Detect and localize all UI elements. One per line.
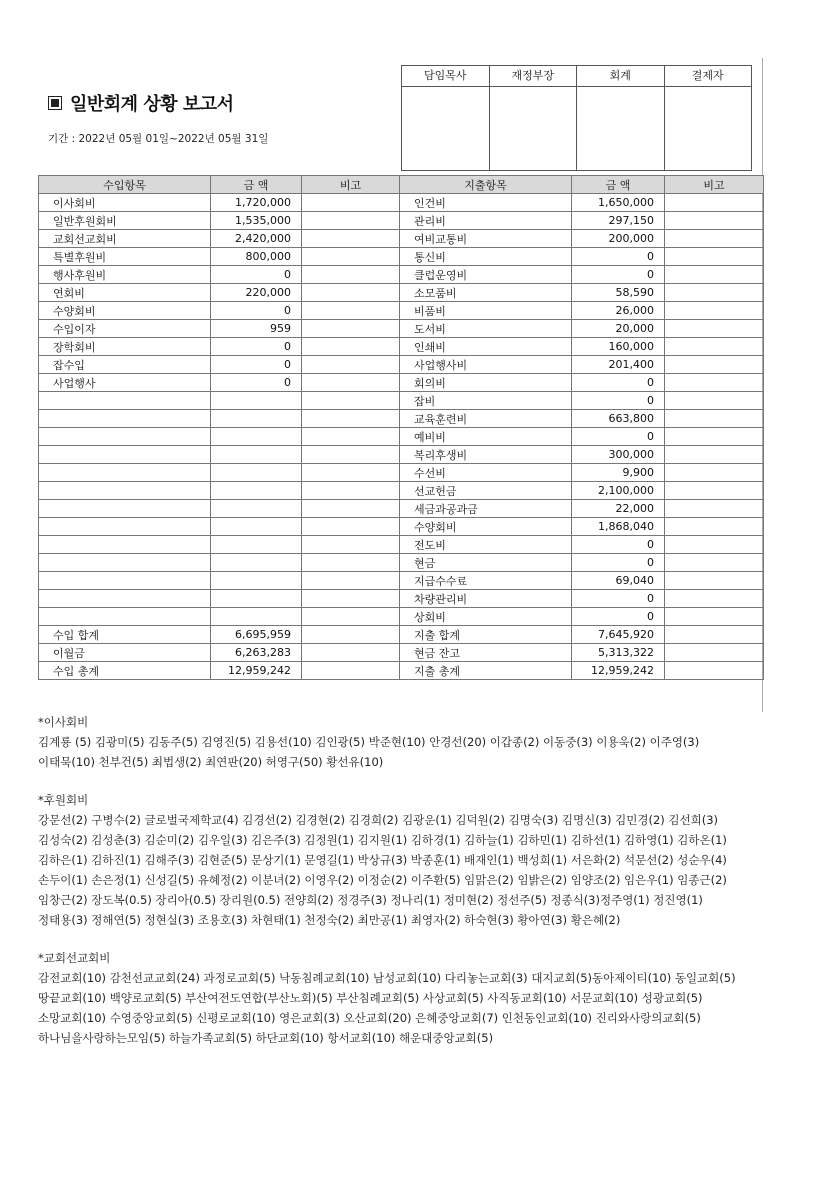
expense-amount-cell: 201,400 [572, 356, 665, 374]
income-item-cell [39, 464, 211, 482]
table-row [39, 590, 764, 608]
expense-item-cell: 비품비 [400, 302, 572, 320]
note-line: 소망교회(10) 수영중앙교회(5) 신평로교회(10) 영은교회(3) 오산교회(20) 은혜중앙교회(7) 인천동인교회(10) 진리와사랑의교회(5) [38, 1011, 701, 1025]
income-note-cell [302, 590, 400, 608]
income-item-cell: 특별후원비 [39, 248, 211, 266]
income-note-cell [302, 302, 400, 320]
expense-note-cell [665, 446, 764, 464]
expense-note-cell [665, 302, 764, 320]
expense-note-cell [665, 194, 764, 212]
expense-item-cell: 인쇄비 [400, 338, 572, 356]
expense-item-cell: 예비비 [400, 428, 572, 446]
income-amount-cell: 1,535,000 [211, 212, 302, 230]
signature-cell[interactable] [665, 87, 752, 171]
expense-note-cell [665, 500, 764, 518]
expense-note-cell [665, 572, 764, 590]
income-item-cell [39, 500, 211, 518]
note-line: 김계룡 (5) 김광미(5) 김동주(5) 김영진(5) 김용선(10) 김인광(5) 박준현(10) 안경선(20) 이갑종(2) 이동중(3) 이용욱(2) 이주영(3) [38, 735, 700, 749]
note-line: 감전교회(10) 감천선교교회(24) 과정로교회(5) 낙동침례교회(10) 남성교회(10) 다리놓는교회(3) 대지교회(5)동아제이티(10) 동일교회(5) [38, 971, 736, 985]
expense-note-cell [665, 374, 764, 392]
table-row [39, 662, 764, 680]
square-bullet-icon [48, 96, 62, 110]
expense-amount-cell: 663,800 [572, 410, 665, 428]
income-item-cell [39, 536, 211, 554]
expense-item-cell: 현금 [400, 554, 572, 572]
approval-label: 담임목사 [402, 66, 490, 86]
note-line: 김성숙(2) 김성춘(3) 김순미(2) 김우일(3) 김은주(3) 김정원(1) 김지원(1) 김하경(1) 김하늘(1) 김하민(1) 김하선(1) 김하영(1) 김하온(1) [38, 833, 727, 847]
expense-note-cell [665, 338, 764, 356]
income-item-cell [39, 518, 211, 536]
income-note-cell [302, 320, 400, 338]
expense-note-cell [665, 284, 764, 302]
expense-amount-cell: 22,000 [572, 500, 665, 518]
income-item-cell: 수입 총계 [39, 662, 211, 680]
table-row [39, 464, 764, 482]
expense-note-cell [665, 248, 764, 266]
expense-item-cell: 통신비 [400, 248, 572, 266]
expense-amount-cell: 300,000 [572, 446, 665, 464]
income-item-cell: 수입 합계 [39, 626, 211, 644]
expense-amount-cell: 20,000 [572, 320, 665, 338]
expense-amount-cell: 26,000 [572, 302, 665, 320]
expense-amount-cell: 0 [572, 428, 665, 446]
table-header-row [39, 176, 764, 194]
note-section-sponsors [38, 790, 808, 930]
header-expense-note: 비고 [665, 176, 764, 194]
table-row [39, 608, 764, 626]
income-amount-cell [211, 518, 302, 536]
expense-note-cell [665, 536, 764, 554]
income-amount-cell [211, 536, 302, 554]
table-row [39, 482, 764, 500]
expense-note-cell [665, 266, 764, 284]
expense-amount-cell: 297,150 [572, 212, 665, 230]
expense-item-cell: 회의비 [400, 374, 572, 392]
income-amount-cell [211, 464, 302, 482]
expense-item-cell: 상회비 [400, 608, 572, 626]
income-note-cell [302, 392, 400, 410]
expense-item-cell: 선교헌금 [400, 482, 572, 500]
income-note-cell [302, 248, 400, 266]
note-line: 김하은(1) 김하진(1) 김해주(3) 김현준(5) 문상기(1) 문영길(1) 박상규(3) 박종훈(1) 배재인(1) 백성희(1) 서은화(2) 석문선(2) 성순우(4) [38, 853, 727, 867]
table-row [39, 212, 764, 230]
header-income-note: 비고 [302, 176, 400, 194]
header-expense-amount: 금 액 [572, 176, 665, 194]
table-row [39, 356, 764, 374]
signature-cell[interactable] [490, 87, 578, 171]
accounting-table [38, 175, 764, 680]
expense-amount-cell: 5,313,322 [572, 644, 665, 662]
report-period: 기간 : 2022년 05월 01일~2022년 05월 31일 [48, 133, 269, 145]
table-row [39, 500, 764, 518]
table-row [39, 194, 764, 212]
table-row [39, 554, 764, 572]
income-item-cell: 잡수입 [39, 356, 211, 374]
income-note-cell [302, 212, 400, 230]
income-item-cell: 사업행사 [39, 374, 211, 392]
income-amount-cell: 2,420,000 [211, 230, 302, 248]
income-amount-cell [211, 428, 302, 446]
income-note-cell [302, 662, 400, 680]
expense-item-cell: 수양회비 [400, 518, 572, 536]
approval-label: 재정부장 [490, 66, 578, 86]
expense-item-cell: 복리후생비 [400, 446, 572, 464]
table-row [39, 230, 764, 248]
income-note-cell [302, 482, 400, 500]
income-note-cell [302, 554, 400, 572]
expense-note-cell [665, 464, 764, 482]
table-row [39, 428, 764, 446]
expense-item-cell: 소모품비 [400, 284, 572, 302]
expense-amount-cell: 0 [572, 392, 665, 410]
expense-item-cell: 인건비 [400, 194, 572, 212]
income-amount-cell: 1,720,000 [211, 194, 302, 212]
income-amount-cell: 220,000 [211, 284, 302, 302]
expense-note-cell [665, 662, 764, 680]
expense-note-cell [665, 320, 764, 338]
income-item-cell: 연회비 [39, 284, 211, 302]
note-line: 땅끝교회(10) 백양로교회(5) 부산여전도연합(부산노회)(5) 부산침례교회(5) 사상교회(5) 사직동교회(10) 서문교회(10) 성광교회(5) [38, 991, 703, 1005]
table-row [39, 284, 764, 302]
expense-amount-cell: 58,590 [572, 284, 665, 302]
income-item-cell [39, 410, 211, 428]
income-note-cell [302, 194, 400, 212]
income-amount-cell [211, 500, 302, 518]
income-note-cell [302, 266, 400, 284]
income-amount-cell: 6,695,959 [211, 626, 302, 644]
income-note-cell [302, 446, 400, 464]
expense-amount-cell: 0 [572, 266, 665, 284]
report-title [48, 90, 234, 116]
expense-amount-cell: 0 [572, 608, 665, 626]
expense-amount-cell: 1,650,000 [572, 194, 665, 212]
expense-note-cell [665, 392, 764, 410]
income-note-cell [302, 428, 400, 446]
table-row [39, 248, 764, 266]
expense-item-cell: 차량관리비 [400, 590, 572, 608]
income-amount-cell: 959 [211, 320, 302, 338]
note-heading: *후원회비 [38, 793, 89, 807]
income-note-cell [302, 644, 400, 662]
income-note-cell [302, 356, 400, 374]
expense-amount-cell: 12,959,242 [572, 662, 665, 680]
income-item-cell [39, 572, 211, 590]
table-row [39, 392, 764, 410]
note-line: 손두이(1) 손은정(1) 신성길(5) 유혜정(2) 이분녀(2) 이영우(2) 이정순(2) 이주환(5) 임맑은(2) 임밝은(2) 임양조(2) 임은우(1) 임종근(2) [38, 873, 727, 887]
table-row [39, 320, 764, 338]
table-row [39, 626, 764, 644]
note-section-board [38, 712, 808, 772]
note-line: 임창근(2) 장도복(0.5) 장리아(0.5) 장리원(0.5) 전양희(2) 정경주(3) 정나리(1) 정미현(2) 정선주(5) 정종식(3)정주영(1) 정진영(1) [38, 893, 703, 907]
report-title-text: 일반회계 상황 보고서 [70, 94, 234, 115]
expense-note-cell [665, 482, 764, 500]
expense-item-cell: 관리비 [400, 212, 572, 230]
expense-item-cell: 지급수수료 [400, 572, 572, 590]
income-item-cell [39, 608, 211, 626]
income-item-cell: 수양회비 [39, 302, 211, 320]
expense-note-cell [665, 428, 764, 446]
income-amount-cell [211, 608, 302, 626]
expense-amount-cell: 0 [572, 590, 665, 608]
table-row [39, 536, 764, 554]
income-item-cell [39, 392, 211, 410]
income-note-cell [302, 338, 400, 356]
expense-note-cell [665, 212, 764, 230]
income-note-cell [302, 626, 400, 644]
income-note-cell [302, 374, 400, 392]
expense-amount-cell: 0 [572, 554, 665, 572]
expense-item-cell: 여비교통비 [400, 230, 572, 248]
income-amount-cell [211, 410, 302, 428]
expense-item-cell: 세금과공과금 [400, 500, 572, 518]
income-item-cell: 이사회비 [39, 194, 211, 212]
income-amount-cell: 0 [211, 338, 302, 356]
expense-note-cell [665, 356, 764, 374]
income-item-cell: 일반후원회비 [39, 212, 211, 230]
income-item-cell [39, 590, 211, 608]
signature-cell[interactable] [402, 87, 490, 171]
income-note-cell [302, 608, 400, 626]
expense-item-cell: 지출 합계 [400, 626, 572, 644]
expense-item-cell: 사업행사비 [400, 356, 572, 374]
table-row [39, 410, 764, 428]
income-item-cell [39, 428, 211, 446]
expense-note-cell [665, 626, 764, 644]
expense-amount-cell: 0 [572, 536, 665, 554]
income-amount-cell [211, 590, 302, 608]
income-note-cell [302, 500, 400, 518]
expense-note-cell [665, 518, 764, 536]
donor-notes [38, 712, 808, 1066]
expense-amount-cell: 0 [572, 374, 665, 392]
income-amount-cell: 0 [211, 302, 302, 320]
expense-item-cell: 수선비 [400, 464, 572, 482]
table-row [39, 644, 764, 662]
income-note-cell [302, 572, 400, 590]
income-note-cell [302, 410, 400, 428]
approval-box [401, 65, 752, 171]
income-item-cell: 교회선교회비 [39, 230, 211, 248]
income-amount-cell: 800,000 [211, 248, 302, 266]
income-amount-cell: 6,263,283 [211, 644, 302, 662]
expense-note-cell [665, 608, 764, 626]
table-row [39, 446, 764, 464]
note-heading: *교회선교회비 [38, 951, 111, 965]
expense-note-cell [665, 644, 764, 662]
expense-note-cell [665, 554, 764, 572]
income-amount-cell: 0 [211, 266, 302, 284]
income-item-cell: 수입이자 [39, 320, 211, 338]
income-note-cell [302, 230, 400, 248]
note-heading: *이사회비 [38, 715, 89, 729]
note-line: 이태묵(10) 천부건(5) 최법생(2) 최연판(20) 허영구(50) 황선유(10) [38, 755, 384, 769]
income-amount-cell [211, 392, 302, 410]
expense-amount-cell: 2,100,000 [572, 482, 665, 500]
table-row [39, 338, 764, 356]
note-line: 하나님을사랑하는모임(5) 하늘가족교회(5) 하단교회(10) 항서교회(10) 해운대중앙교회(5) [38, 1031, 494, 1045]
expense-item-cell: 교육훈련비 [400, 410, 572, 428]
table-row [39, 518, 764, 536]
table-row [39, 302, 764, 320]
approval-label: 결제자 [691, 69, 724, 82]
table-row [39, 266, 764, 284]
income-note-cell [302, 536, 400, 554]
expense-item-cell: 잡비 [400, 392, 572, 410]
expense-item-cell: 현금 잔고 [400, 644, 572, 662]
income-item-cell [39, 554, 211, 572]
income-item-cell: 행사후원비 [39, 266, 211, 284]
expense-amount-cell: 200,000 [572, 230, 665, 248]
approval-label: 회계 [577, 66, 665, 86]
signature-cell[interactable] [577, 87, 665, 171]
expense-note-cell [665, 590, 764, 608]
expense-amount-cell: 160,000 [572, 338, 665, 356]
expense-amount-cell: 0 [572, 248, 665, 266]
expense-amount-cell: 1,868,040 [572, 518, 665, 536]
expense-amount-cell: 69,040 [572, 572, 665, 590]
expense-amount-cell: 9,900 [572, 464, 665, 482]
expense-item-cell: 전도비 [400, 536, 572, 554]
expense-note-cell [665, 410, 764, 428]
income-item-cell: 이월금 [39, 644, 211, 662]
income-note-cell [302, 284, 400, 302]
income-amount-cell: 0 [211, 356, 302, 374]
income-amount-cell [211, 572, 302, 590]
income-amount-cell: 12,959,242 [211, 662, 302, 680]
note-section-churches [38, 948, 808, 1048]
expense-amount-cell: 7,645,920 [572, 626, 665, 644]
expense-note-cell [665, 230, 764, 248]
note-line: 강문선(2) 구병수(2) 글로벌국제학교(4) 김경선(2) 김경현(2) 김경희(2) 김광운(1) 김덕원(2) 김명숙(3) 김명신(3) 김민경(2) 김선희(3) [38, 813, 719, 827]
expense-item-cell: 도서비 [400, 320, 572, 338]
header-income-amount: 금 액 [211, 176, 302, 194]
income-note-cell [302, 518, 400, 536]
income-amount-cell [211, 482, 302, 500]
income-amount-cell [211, 446, 302, 464]
table-row [39, 572, 764, 590]
income-amount-cell: 0 [211, 374, 302, 392]
header-expense-item: 지출항목 [400, 176, 572, 194]
income-item-cell [39, 482, 211, 500]
header-income-item: 수입항목 [39, 176, 211, 194]
expense-item-cell: 지출 총계 [400, 662, 572, 680]
table-row [39, 374, 764, 392]
income-item-cell [39, 446, 211, 464]
expense-item-cell: 클럽운영비 [400, 266, 572, 284]
income-note-cell [302, 464, 400, 482]
note-line: 정태용(3) 정해연(5) 정현실(3) 조용호(3) 차현태(1) 천정숙(2) 최만공(1) 최영자(2) 하숙현(3) 황아연(3) 황은혜(2) [38, 913, 621, 927]
income-item-cell: 장학회비 [39, 338, 211, 356]
income-amount-cell [211, 554, 302, 572]
